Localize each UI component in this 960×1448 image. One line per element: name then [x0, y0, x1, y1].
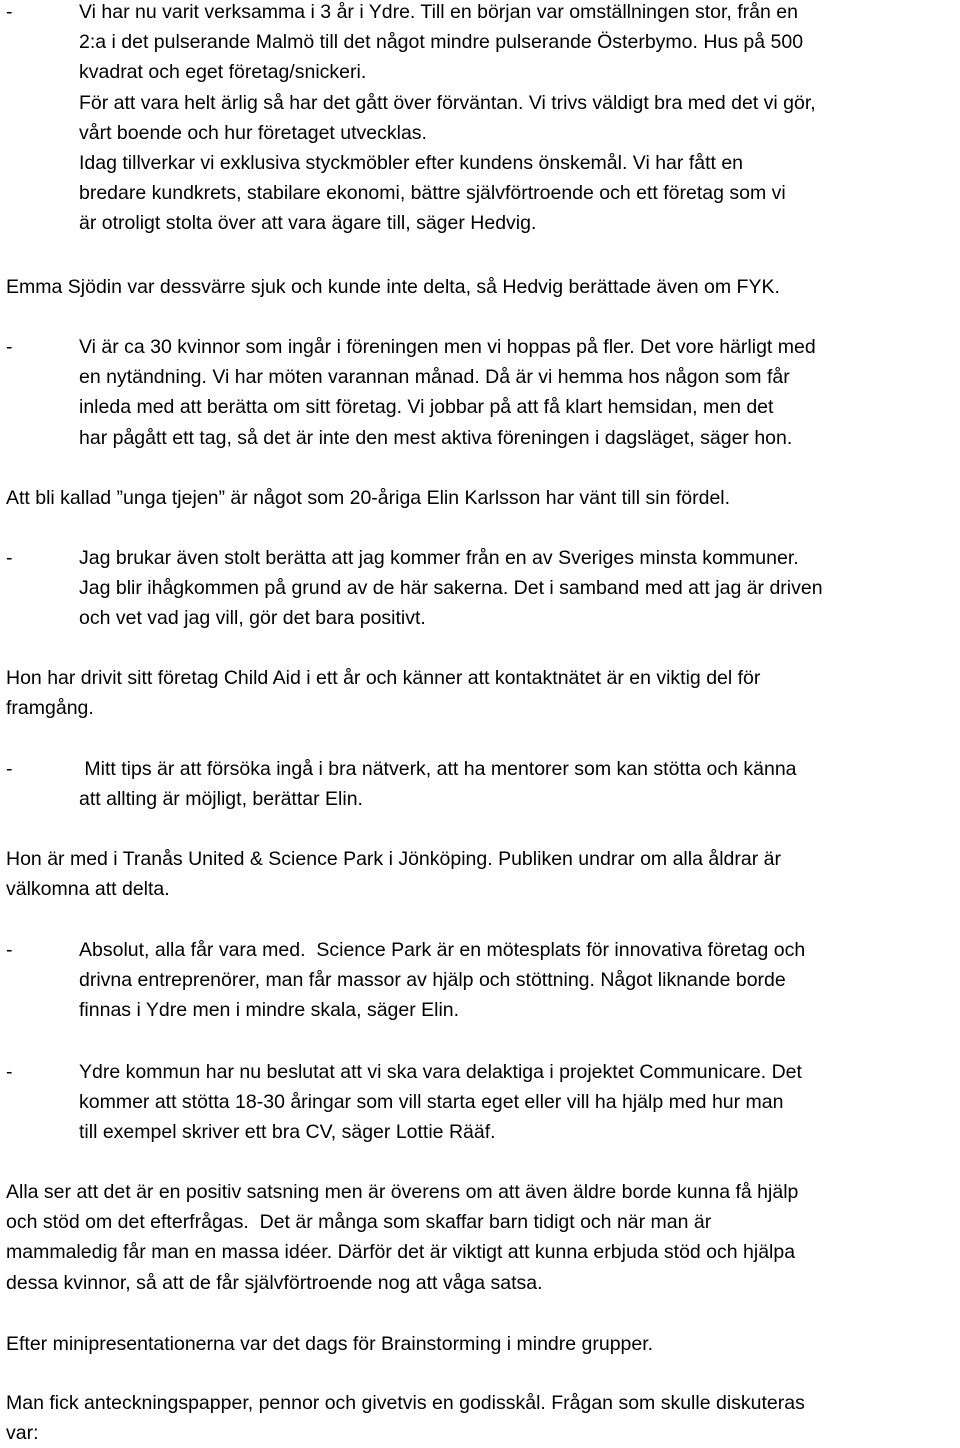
text-line: Absolut, alla får vara med. Science Park är en mötesplats för innovativa företag och: [79, 939, 806, 961]
text-line: var:: [6, 1422, 39, 1445]
quote-bullet-elin-2: [6, 754, 960, 814]
quote-bullet-elin-1: [6, 543, 960, 634]
paragraph-child-aid: [6, 663, 942, 723]
text-line: inleda med att berätta om sitt företag. Vi jobbar på att få klart hemsidan, men det: [79, 396, 774, 419]
text-line: och vet vad jag vill, gör det bara positivt.: [79, 607, 426, 630]
bullet-dash: -: [6, 939, 13, 961]
paragraph-positive-initiative: [6, 1177, 942, 1298]
paragraph-science-park: [6, 844, 942, 904]
paragraph-elin-intro: [6, 483, 942, 513]
text-line: drivna entreprenörer, man får massor av hjälp och stöttning. Något liknande borde: [79, 969, 786, 992]
bullet-dash: -: [6, 1, 13, 23]
text-line: Jag blir ihågkommen på grund av de här sakerna. Det i samband med att jag är driven: [79, 577, 823, 600]
quote-bullet-elin-3: [6, 935, 960, 1026]
text-line: bredare kundkrets, stabilare ekonomi, bättre självförtroende och ett företag som vi: [79, 182, 786, 205]
text-line: Hon har drivit sitt företag Child Aid i ett år och känner att kontaktnätet är en viktig del för: [6, 667, 761, 689]
text-line: Mitt tips är att försöka ingå i bra nätverk, att ha mentorer som kan stötta och känna: [79, 758, 797, 780]
text-line: till exempel skriver ett bra CV, säger Lottie Rääf.: [79, 1121, 496, 1144]
quote-bullet-hedvig: [6, 0, 960, 239]
text-line: kvadrat och eget företag/snickeri.: [79, 61, 367, 84]
text-line: 2:a i det pulserande Malmö till det något mindre pulserande Österbymo. Hus på 500: [79, 31, 804, 54]
text-line: dessa kvinnor, så att de får självförtroende nog att våga satsa.: [6, 1271, 543, 1294]
text-line: Emma Sjödin var dessvärre sjuk och kunde inte delta, så Hedvig berättade även om FYK.: [6, 276, 780, 298]
text-line: mammaledig får man en massa idéer. Därför det är viktigt att kunna erbjuda stöd och hjälpa: [6, 1241, 796, 1264]
text-line: Hon är med i Tranås United & Science Park i Jönköping. Publiken undrar om alla åldrar är: [6, 848, 781, 870]
text-line: är otroligt stolta över att vara ägare till, säger Hedvig.: [79, 212, 537, 235]
text-line: välkomna att delta.: [6, 878, 170, 901]
text-line: och stöd om det efterfrågas. Det är många som skaffar barn tidigt och när man är: [6, 1211, 712, 1234]
paragraph-emma: [6, 272, 942, 302]
text-line: har pågått ett tag, så det är inte den mest aktiva föreningen i dagsläget, säger hon.: [79, 426, 793, 449]
bullet-dash: -: [6, 336, 13, 358]
paragraph-brainstorming: [6, 1329, 942, 1359]
text-line: För att vara helt ärlig så har det gått över förväntan. Vi trivs väldigt bra med det vi gör,: [79, 91, 816, 114]
bullet-dash: -: [6, 758, 13, 780]
bullet-dash: -: [6, 1061, 13, 1083]
text-line: Ydre kommun har nu beslutat att vi ska vara delaktiga i projektet Communicare. Det: [79, 1061, 802, 1083]
text-line: Att bli kallad ”unga tjejen” är något som 20-åriga Elin Karlsson har vänt till sin fördel.: [6, 487, 731, 509]
text-line: Vi har nu varit verksamma i 3 år i Ydre. Till en början var omställningen stor, från en: [79, 1, 798, 23]
text-line: kommer att stötta 18-30 åringar som vill starta eget eller vill ha hjälp med hur man: [79, 1091, 784, 1114]
quote-bullet-fyk: [6, 332, 960, 453]
text-line: Alla ser att det är en positiv satsning men är överens om att även äldre borde kunna få hjälp: [6, 1181, 799, 1203]
text-line: vårt boende och hur företaget utvecklas.: [79, 121, 427, 144]
text-line: att allting är möjligt, berättar Elin.: [79, 788, 363, 811]
text-line: finnas i Ydre men i mindre skala, säger Elin.: [79, 999, 460, 1022]
quote-bullet-lottie: [6, 1057, 960, 1148]
text-line: framgång.: [6, 697, 94, 720]
text-line: Vi är ca 30 kvinnor som ingår i föreningen men vi hoppas på fler. Det vore härligt med: [79, 336, 816, 358]
text-line: Efter minipresentationerna var det dags för Brainstorming i mindre grupper.: [6, 1333, 654, 1355]
text-line: Man fick anteckningspapper, pennor och givetvis en godisskål. Frågan som skulle diskuteras: [6, 1392, 805, 1414]
text-line: en nytändning. Vi har möten varannan månad. Då är vi hemma hos någon som får: [79, 366, 790, 389]
paragraph-question: [6, 1388, 942, 1448]
text-line: Jag brukar även stolt berätta att jag kommer från en av Sveriges minsta kommuner.: [79, 547, 799, 569]
bullet-dash: -: [6, 547, 13, 569]
text-line: Idag tillverkar vi exklusiva styckmöbler efter kundens önskemål. Vi har fått en: [79, 152, 744, 175]
